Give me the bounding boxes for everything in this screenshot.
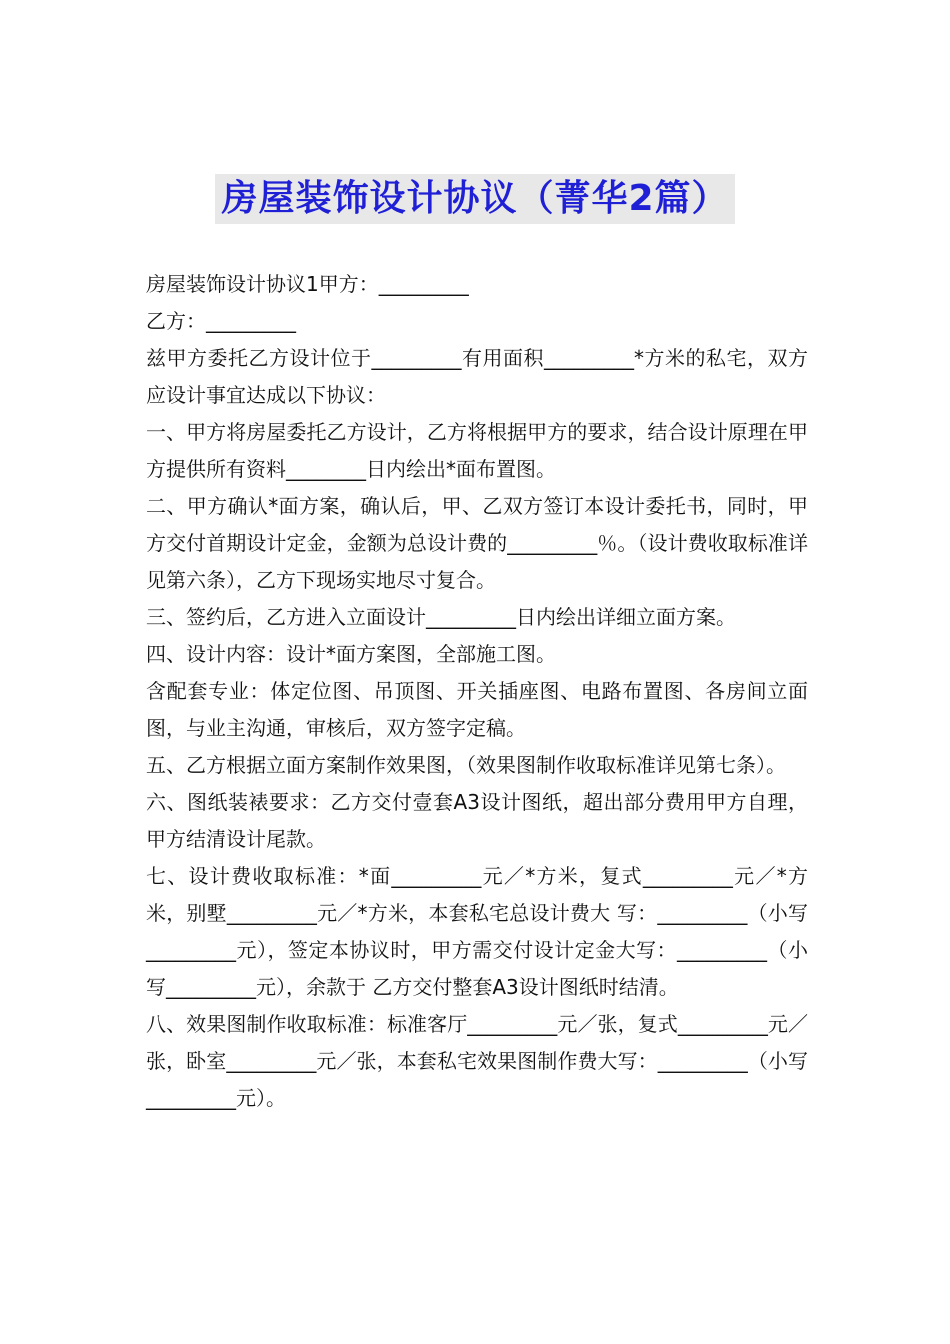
document-body [146, 266, 808, 1117]
document-title: 房屋装饰设计协议（菁华2篇） [215, 174, 734, 224]
paragraph-clause-4: 四、设计内容：设计*面方案图，全部施工图。 [146, 642, 556, 666]
paragraph-intro: 兹甲方委托乙方设计位于_________有用面积_________*方米的私宅，双方应设计事宜达成以下协议： [146, 346, 808, 407]
paragraph-clause-8: 八、效果图制作收取标准：标准客厅_________元／张，复式_________元／张，卧室_________元／张，本套私宅效果图制作费大写：_________（小写_________元）。 [146, 1012, 808, 1110]
paragraph-clause-4-detail: 含配套专业：体定位图、吊顶图、开关插座图、电路布置图、各房间立面图，与业主沟通，审核后，双方签字定稿。 [146, 679, 808, 740]
paragraph-clause-7: 七、设计费收取标准：*面_________元／*方米，复式_________元／*方米，别墅_________元／*方米，本套私宅总设计费大 写：_________（小写_________元），签定本协议时，甲方需交付设计定金大写：_________（小写_________元），余款于 乙方交付整套A3设计图纸时结清。 [146, 864, 808, 999]
paragraph-clause-3: 三、签约后，乙方进入立面设计_________日内绘出详细立面方案。 [146, 605, 736, 629]
paragraph-clause-5: 五、乙方根据立面方案制作效果图，（效果图制作收取标准详见第七条）。 [146, 753, 786, 777]
paragraph-clause-6: 六、图纸装裱要求：乙方交付壹套A3设计图纸，超出部分费用甲方自理，甲方结清设计尾款。 [146, 790, 808, 851]
paragraph-party-a: 房屋装饰设计协议1甲方：_________ [146, 272, 469, 296]
title-container [0, 174, 950, 224]
paragraph-clause-2: 二、甲方确认*面方案，确认后，甲、乙双方签订本设计委托书，同时，甲方交付首期设计定金，金额为总设计费的_________％。（设计费收取标准详见第六条），乙方下现场实地尽寸复合。 [146, 494, 808, 592]
paragraph-party-b: 乙方：_________ [146, 309, 296, 333]
paragraph-clause-1: 一、甲方将房屋委托乙方设计，乙方将根据甲方的要求，结合设计原理在甲方提供所有资料________日内绘出*面布置图。 [146, 420, 808, 481]
